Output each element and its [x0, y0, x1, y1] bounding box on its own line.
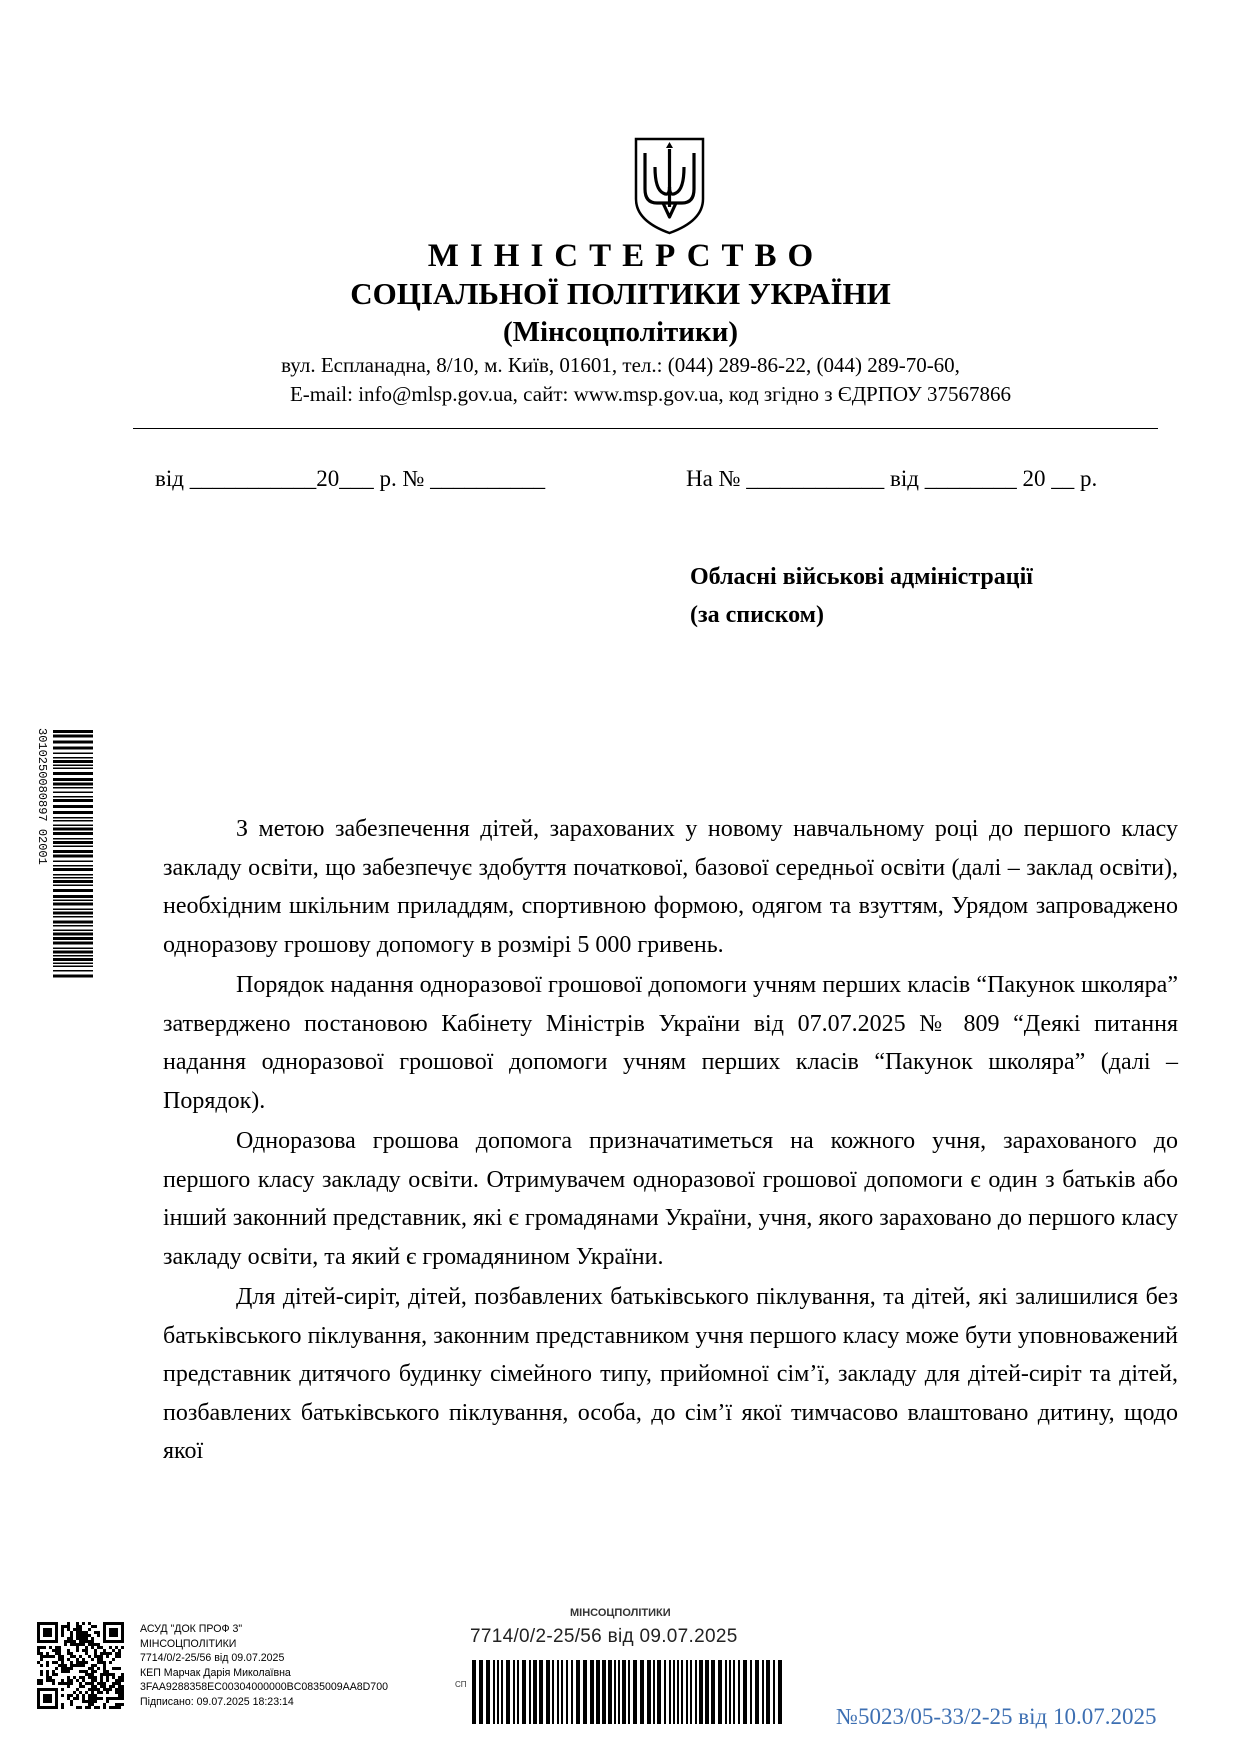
ministry-name: СОЦІАЛЬНОЇ ПОЛІТИКИ УКРАЇНИ — [350, 276, 891, 311]
body-paragraph-3: Одноразова грошова допомога призначатиметься на кожного учня, зарахованого до першого класу закладу освіти. Отримувачем одноразової грошової допомоги є один з батьків або інший законний представник, які є громадянами України, учня, якого зараховано до першого класу закладу освіти, та який є громадянином України. — [163, 1128, 1178, 1270]
ministry-word: МІНІСТЕРСТВО — [427, 238, 825, 274]
ministry-short-name: (Мінсоцполітики) — [502, 316, 739, 348]
incoming-reference: На № ____________ від ________ 20 __ р. — [686, 466, 1098, 491]
signature-metadata — [140, 1622, 388, 1710]
coat-of-arms-emblem — [633, 137, 706, 235]
recipient-name: Обласні військові адміністрації — [690, 564, 1033, 590]
meta-line: МІНСОЦПОЛІТИКИ — [140, 1637, 237, 1650]
incoming-registration-number: №5023/05-33/2-25 від 10.07.2025 — [836, 1704, 1157, 1729]
body-paragraph-4: Для дітей-сиріт, дітей, позбавлених батьківського піклування, та дітей, які залишилися без батьківського піклування, законним представником учня першого класу може бути уповноважений представник дитячого будинку сімейного типу, прийомної сім’ї, закладу для дітей-сиріт та дітей, позбавлених батьківського піклування, особа, до сім’ї якої тимчасово влаштовано дитину, щодо якої — [163, 1284, 1178, 1464]
contact-line: E-mail: info@mlsp.gov.ua, сайт: www.msp.gov.ua, код згідно з ЄДРПОУ 37567866 — [289, 382, 1011, 406]
stamp-cp-mark: CП — [455, 1680, 467, 1689]
stamp-registration-number: 7714/0/2-25/56 від 09.07.2025 — [470, 1626, 738, 1647]
qr-code — [37, 1622, 124, 1709]
registration-barcode — [470, 1660, 782, 1724]
address-line: вул. Еспланадна, 8/10, м. Київ, 01601, тел.: (044) 289-86-22, (044) 289-70-60, — [281, 353, 960, 377]
header-divider — [133, 428, 1158, 429]
meta-line: КЕП Марчак Дарія Миколаївна — [140, 1666, 291, 1679]
body-paragraph-2: Порядок надання одноразової грошової допомоги учням перших класів “Пакунок школяра” затверджено постановою Кабінету Міністрів України від 07.07.2025 № 809 “Деякі питання надання одноразової грошової допомоги учням перших класів “Пакунок школяра” (далі – Порядок). — [163, 972, 1178, 1114]
recipient-note: (за списком) — [690, 602, 824, 628]
meta-line: 3FAA9288358EC00304000000BC0835009AA8D700 — [140, 1681, 388, 1694]
letter-body — [163, 810, 1178, 1473]
side-barcode-digits: 3010250080897 02001 — [35, 728, 49, 865]
meta-line: 7714/0/2-25/56 від 09.07.2025 — [140, 1652, 285, 1665]
body-paragraph-1: З метою забезпечення дітей, зарахованих у новому навчальному році до першого класу закладу освіти, що забезпечує здобуття початкової, базової середньої освіти (далі – заклад освіти), необхідним шкільним приладдям, спортивною формою, одягом та взуттям, Урядом запроваджено одноразову грошову допомогу в розмірі 5 000 гривень. — [163, 816, 1178, 958]
side-barcode — [33, 728, 95, 978]
recipient-block — [690, 558, 1033, 634]
stamp-title: МІНСОЦПОЛІТИКИ — [570, 1607, 671, 1619]
meta-line: АСУД "ДОК ПРОФ 3" — [140, 1623, 243, 1635]
outgoing-reference: від ___________20___ р. № __________ — [155, 466, 546, 491]
meta-line: Підписано: 09.07.2025 18:23:14 — [140, 1695, 294, 1708]
